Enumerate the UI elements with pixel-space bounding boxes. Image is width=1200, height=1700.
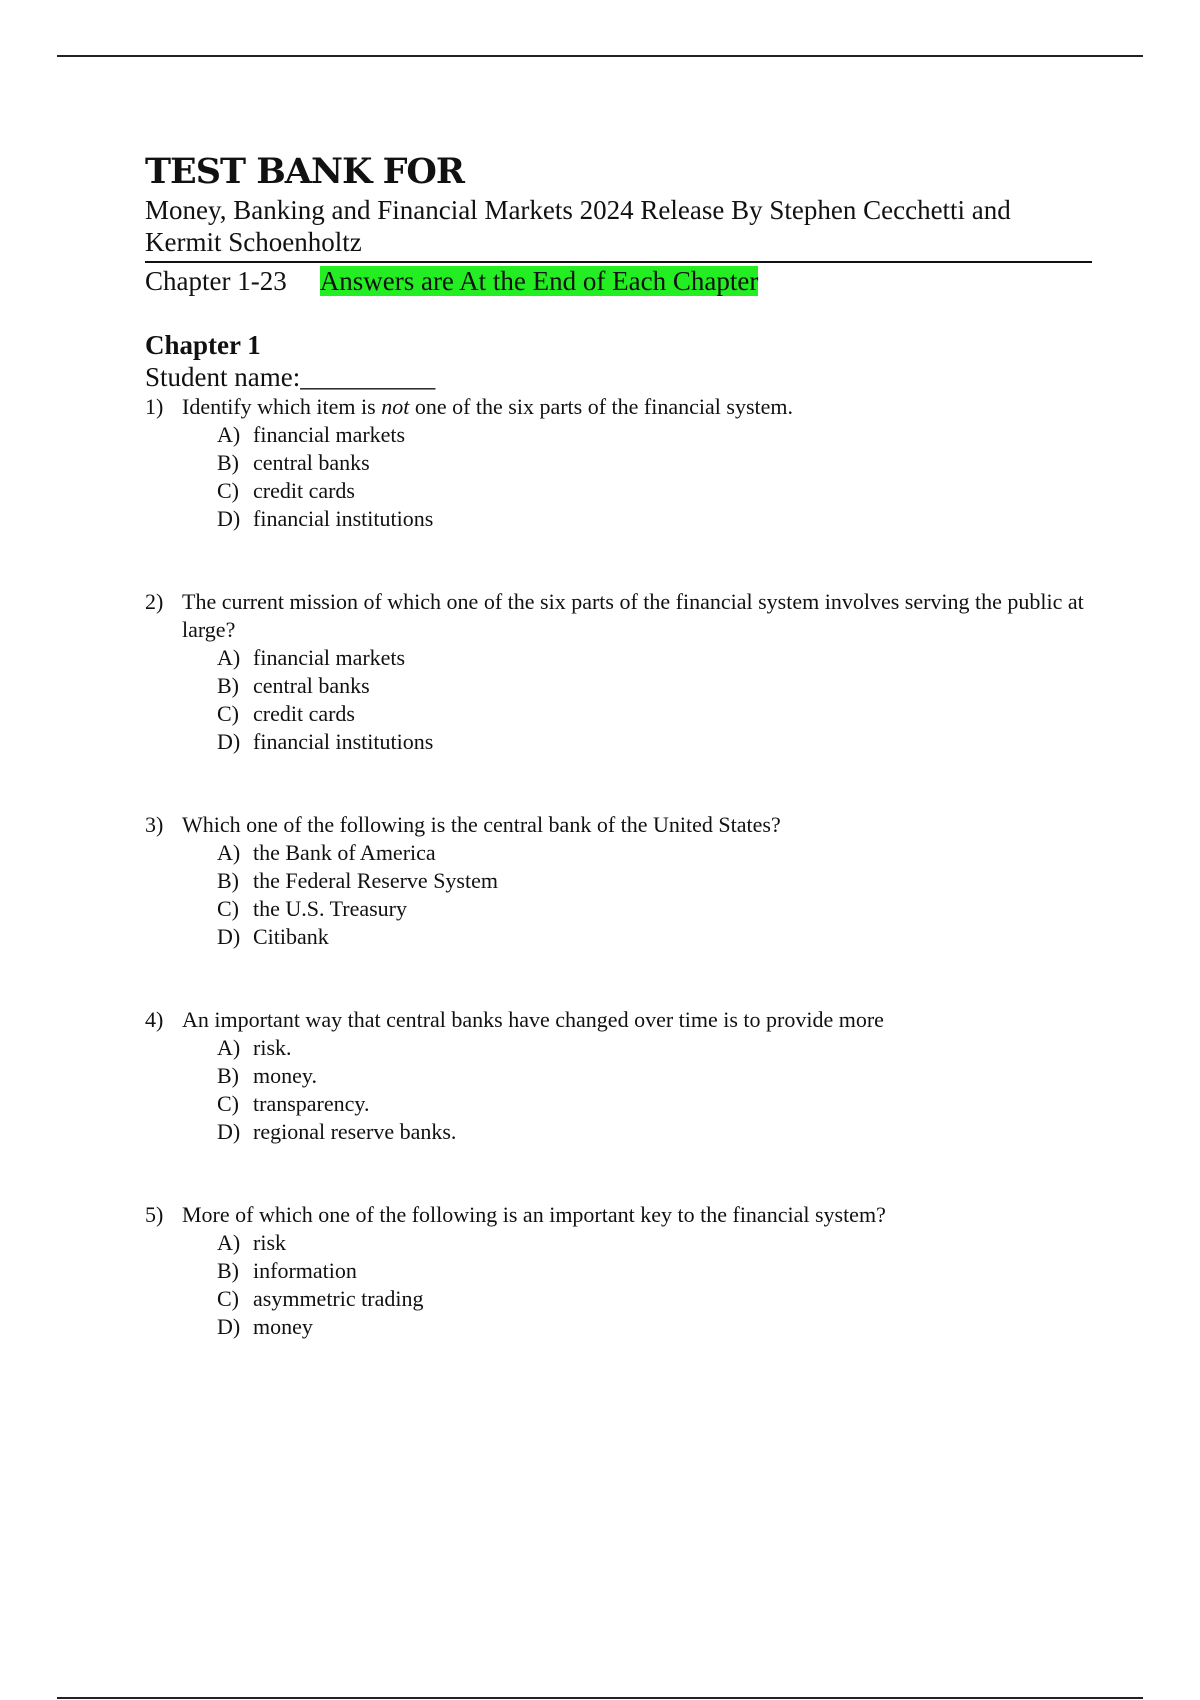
option-letter: D) [217, 1314, 241, 1339]
option-text: financial institutions [253, 729, 434, 754]
question-text: More of which one of the following is an important key to the financial system? [182, 1202, 886, 1227]
answer-option [217, 1285, 1095, 1313]
answer-option [217, 867, 1095, 895]
answer-options [217, 421, 1095, 533]
option-text: financial markets [253, 645, 406, 670]
option-letter: B) [217, 450, 239, 475]
answer-option [217, 1118, 1095, 1146]
answer-option [217, 1229, 1095, 1257]
question-stem [145, 393, 1095, 421]
option-text: the Bank of America [253, 840, 436, 865]
question-text-emphasis: not [381, 394, 410, 419]
option-text: the Federal Reserve System [253, 868, 498, 893]
question-text: An important way that central banks have changed over time is to provide more [182, 1007, 884, 1032]
option-text: risk. [253, 1035, 292, 1060]
question-5 [145, 1201, 1095, 1341]
question-text-part: one of the six parts of the financial system. [409, 394, 793, 419]
question-1 [145, 393, 1095, 533]
question-stem [145, 1006, 1095, 1034]
spacer [145, 756, 1095, 811]
option-letter: D) [217, 506, 241, 531]
document-body [145, 150, 1095, 1341]
question-stem [145, 811, 1095, 839]
option-text: credit cards [253, 478, 355, 503]
option-text: risk [253, 1230, 286, 1255]
document-subtitle: Money, Banking and Financial Markets 2024 Release By Stephen Cecchetti and Kermit Schoenholtz [145, 194, 1092, 263]
question-number: 5) [145, 1202, 164, 1227]
answer-option [217, 421, 1095, 449]
option-text: financial institutions [253, 506, 434, 531]
question-4 [145, 1006, 1095, 1146]
question-text: The current mission of which one of the six parts of the financial system involves serving the public at large? [182, 589, 1084, 642]
chapter-heading: Chapter 1 [145, 330, 261, 360]
option-letter: C) [217, 1091, 239, 1116]
option-letter: D) [217, 729, 241, 754]
question-stem [145, 588, 1095, 644]
answer-option [217, 672, 1095, 700]
question-text: Which one of the following is the central bank of the United States? [182, 812, 781, 837]
question-number: 3) [145, 812, 164, 837]
option-letter: D) [217, 924, 241, 949]
spacer [145, 1146, 1095, 1201]
document-title: TEST BANK FOR [145, 151, 464, 192]
question-number: 2) [145, 589, 164, 614]
student-name-label: Student name:__________ [145, 362, 436, 392]
option-text: central banks [253, 673, 370, 698]
question-text-part: Identify which item is [182, 394, 382, 419]
answer-option [217, 700, 1095, 728]
answer-options [217, 839, 1095, 951]
option-letter: B) [217, 868, 239, 893]
answer-option [217, 1034, 1095, 1062]
answer-option [217, 895, 1095, 923]
option-text: information [253, 1258, 357, 1283]
option-letter: A) [217, 645, 241, 670]
option-letter: A) [217, 840, 241, 865]
option-letter: A) [217, 422, 241, 447]
option-text: asymmetric trading [253, 1286, 424, 1311]
question-number: 1) [145, 394, 164, 419]
option-text: money. [253, 1063, 317, 1088]
answer-option [217, 644, 1095, 672]
answer-option [217, 839, 1095, 867]
option-letter: B) [217, 1063, 239, 1088]
option-letter: A) [217, 1035, 241, 1060]
option-letter: A) [217, 1230, 241, 1255]
answer-option [217, 1090, 1095, 1118]
option-text: regional reserve banks. [253, 1119, 457, 1144]
option-letter: B) [217, 673, 239, 698]
answer-option [217, 728, 1095, 756]
answer-options [217, 1034, 1095, 1146]
answer-option [217, 923, 1095, 951]
spacer [145, 533, 1095, 588]
question-3 [145, 811, 1095, 951]
answer-options [217, 644, 1095, 756]
question-number: 4) [145, 1007, 164, 1032]
option-letter: C) [217, 701, 239, 726]
option-text: money [253, 1314, 313, 1339]
chapter-range-line [145, 263, 1095, 299]
question-2 [145, 588, 1095, 756]
option-letter: D) [217, 1119, 241, 1144]
answers-note-highlight: Answers are At the End of Each Chapter [319, 266, 759, 296]
top-divider [57, 55, 1143, 57]
answer-option [217, 477, 1095, 505]
question-text [182, 393, 1095, 421]
option-letter: C) [217, 1286, 239, 1311]
chapter-range: Chapter 1-23 [145, 266, 287, 296]
option-text: financial markets [253, 422, 406, 447]
spacer [145, 951, 1095, 1006]
option-text: credit cards [253, 701, 355, 726]
option-text: Citibank [253, 924, 329, 949]
answer-option [217, 505, 1095, 533]
option-letter: B) [217, 1258, 239, 1283]
answer-options [217, 1229, 1095, 1341]
option-letter: C) [217, 896, 239, 921]
answer-option [217, 1257, 1095, 1285]
option-text: central banks [253, 450, 370, 475]
option-letter: C) [217, 478, 239, 503]
option-text: transparency. [253, 1091, 370, 1116]
question-stem [145, 1201, 1095, 1229]
option-text: the U.S. Treasury [253, 896, 408, 921]
answer-option [217, 1062, 1095, 1090]
answer-option [217, 1313, 1095, 1341]
answer-option [217, 449, 1095, 477]
bottom-divider [57, 1697, 1143, 1699]
